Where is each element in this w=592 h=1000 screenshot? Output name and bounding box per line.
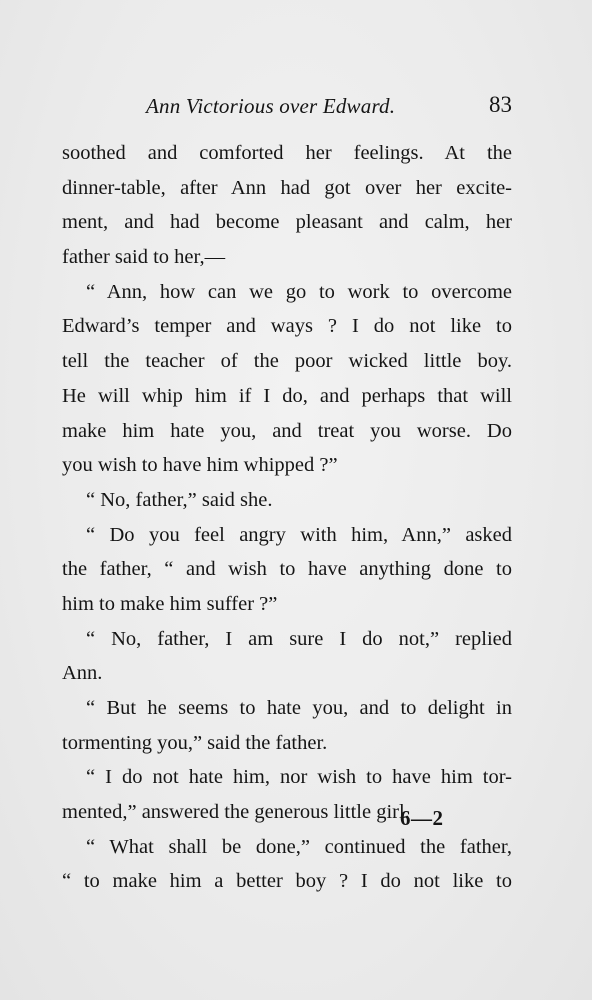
printer-signature-mark: 6—2: [400, 806, 444, 830]
page-number: 83: [489, 92, 512, 117]
text-line: He will whip him if I do, and perhaps that will: [62, 384, 512, 407]
text-line: “ I do not hate him, nor wish to have him tor-: [86, 766, 512, 789]
text-line: him to make him suffer ?”: [62, 592, 278, 615]
text-line: ment, and had become pleasant and calm, her: [62, 211, 512, 234]
text-line: tell the teacher of the poor wicked little boy.: [62, 350, 512, 373]
text-line: mented,” answered the generous little girl.: [62, 801, 410, 824]
text-line: “ No, father,” said she.: [86, 488, 273, 511]
text-line: “ to make him a better boy ? I do not like to: [62, 870, 512, 893]
body-text: [62, 136, 512, 899]
text-line: “ What shall be done,” continued the father,: [86, 835, 512, 858]
text-line: “ Do you feel angry with him, Ann,” asked: [86, 523, 512, 546]
text-line: Ann.: [62, 662, 103, 685]
text-line: make him hate you, and treat you worse. Do: [62, 419, 512, 442]
text-line: dinner-table, after Ann had got over her excite-: [62, 176, 512, 199]
text-line: father said to her,—: [62, 246, 226, 269]
text-line: “ But he seems to hate you, and to delight in: [86, 697, 512, 719]
page-header: [62, 94, 512, 124]
text-line: Edward’s temper and ways ? I do not like to: [62, 315, 512, 338]
text-line: “ Ann, how can we go to work to overcome: [86, 280, 512, 303]
text-line: soothed and comforted her feelings. At the: [62, 142, 512, 164]
text-line: the father, “ and wish to have anything done to: [62, 558, 512, 581]
text-line: tormenting you,” said the father.: [62, 731, 328, 754]
text-line: you wish to have him whipped ?”: [62, 454, 338, 477]
text-line: “ No, father, I am sure I do not,” replied: [86, 627, 512, 650]
running-title: Ann Victorious over Edward.: [146, 94, 396, 118]
